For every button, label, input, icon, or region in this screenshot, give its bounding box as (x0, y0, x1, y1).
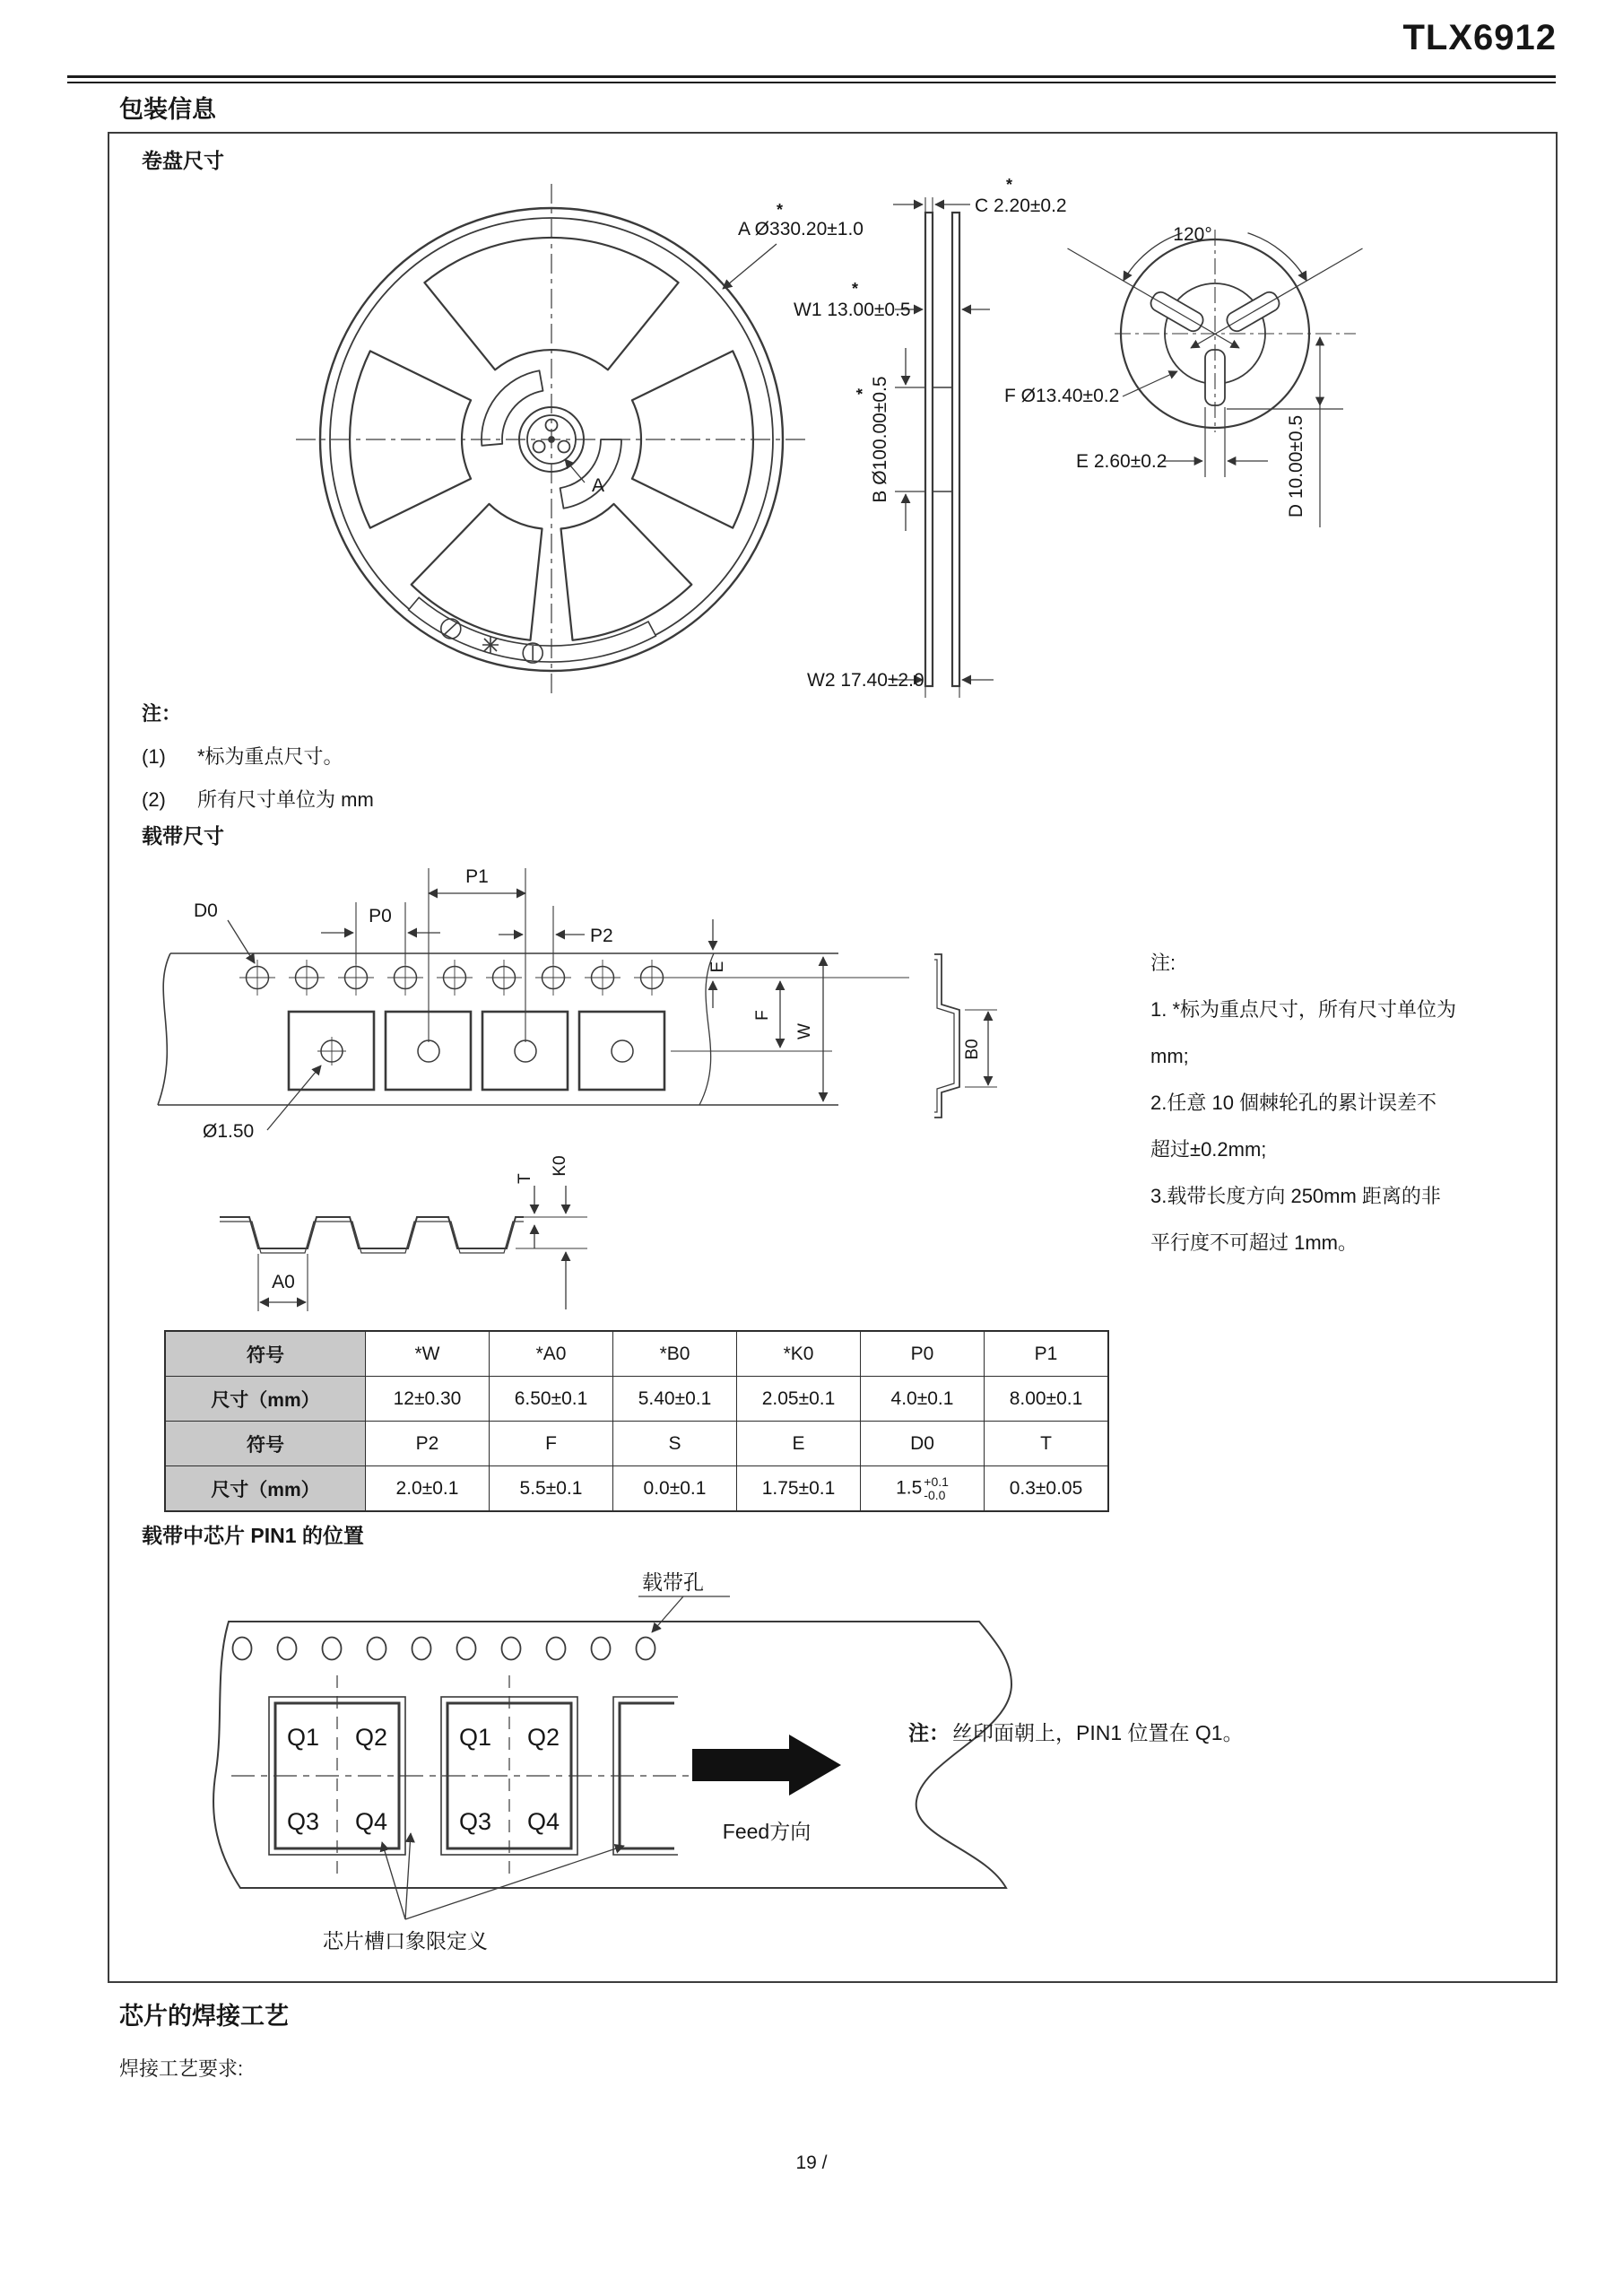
table-header-cell: 符号 (165, 1331, 366, 1377)
table-cell: 4.0±0.1 (861, 1377, 985, 1422)
tape-note-line: 平行度不可超过 1mm。 (1150, 1231, 1358, 1254)
dim-label-tape-f: F (753, 1010, 772, 1021)
quadrant-label-q1: Q1 (286, 1724, 320, 1751)
tape-note-line: 超过±0.2mm; (1150, 1138, 1267, 1161)
pin1-note-text: 丝印面朝上，PIN1 位置在 Q1。 (952, 1721, 1244, 1744)
dim-w1-star: * (852, 280, 859, 298)
table-cell: 12±0.30 (366, 1377, 490, 1422)
table-cell: 5.40±0.1 (613, 1377, 737, 1422)
dim-label-t: T (516, 1173, 534, 1184)
dim-label-b0: B0 (963, 1039, 982, 1060)
detail-pointer-a: A (592, 475, 605, 496)
tape-pockets (289, 1012, 664, 1090)
flower-icon (482, 637, 499, 653)
notch-definition-label: 芯片槽口象限定义 (323, 1929, 488, 1952)
table-cell: 0.0±0.1 (613, 1466, 737, 1512)
tape-note-line: mm; (1150, 1045, 1189, 1067)
table-cell: *A0 (490, 1331, 613, 1377)
tape-dims-title: 载带尺寸 (142, 824, 224, 848)
table-cell: 1.75±0.1 (737, 1466, 861, 1512)
reel-note-1: (1) *标为重点尺寸。 (142, 745, 343, 768)
table-cell: 2.0±0.1 (366, 1466, 490, 1512)
dim-label-tape-e: E (708, 961, 727, 973)
pin1-tape-view (213, 1596, 1011, 1919)
dim-label-p2: P2 (590, 926, 613, 946)
quadrant-label-q3: Q3 (458, 1808, 492, 1835)
table-cell: 6.50±0.1 (490, 1377, 613, 1422)
table-cell: 8.00±0.1 (985, 1377, 1109, 1422)
dim-label-c: C 2.20±0.2 (975, 196, 1067, 216)
table-header-cell: 尺寸（mm） (165, 1377, 366, 1422)
dim-label-w2: W2 17.40±2.0 (807, 670, 924, 691)
doc-title: TLX6912 (1402, 18, 1557, 57)
table-cell: *B0 (613, 1331, 737, 1377)
table-cell: 5.5±0.1 (490, 1466, 613, 1512)
table-cell: D0 (861, 1422, 985, 1466)
tape-note-line: 1. *标为重点尺寸，所有尺寸单位为 (1150, 998, 1457, 1021)
reel-dims-title: 卷盘尺寸 (142, 149, 224, 172)
feed-direction-label: Feed方向 (722, 1820, 812, 1843)
table-header-cell: 符号 (165, 1422, 366, 1466)
quadrant-label-q2: Q2 (526, 1724, 560, 1751)
d0-tolerance: +0.1 -0.0 (924, 1474, 949, 1502)
pin1-pos-title: 载带中芯片 PIN1 的位置 (142, 1524, 364, 1547)
dim-b-star: * (854, 387, 872, 395)
reel-front-view (296, 184, 809, 698)
table-header-cell: 尺寸（mm） (165, 1466, 366, 1512)
dim-label-w1: W1 13.00±0.5 (794, 300, 911, 320)
quadrant-label-q4: Q4 (526, 1808, 560, 1835)
dim-label-p1: P1 (465, 866, 489, 887)
dim-label-e: E 2.60±0.2 (1076, 451, 1167, 472)
tape-cross-section (220, 1186, 587, 1311)
dim-c-star: * (1006, 176, 1013, 194)
table-cell: F (490, 1422, 613, 1466)
table-cell: *K0 (737, 1331, 861, 1377)
page-number: 19 / (795, 2152, 828, 2173)
tape-side-view (934, 954, 997, 1118)
sprocket-holes (239, 960, 670, 996)
soldering-title: 芯片的焊接工艺 (119, 2003, 289, 2030)
tape-top-view (158, 868, 909, 1130)
table-cell: E (737, 1422, 861, 1466)
table-cell: *W (366, 1331, 490, 1377)
quadrant-label-q1: Q1 (458, 1724, 492, 1751)
tape-note-line: 2.任意 10 個棘轮孔的累计误差不 (1150, 1091, 1437, 1114)
table-cell-d0: 1.5 +0.1 -0.0 (861, 1466, 985, 1512)
dim-label-d0: D0 (194, 900, 218, 921)
dim-label-f: F Ø13.40±0.2 (1004, 386, 1120, 406)
dim-label-a: A Ø330.20±1.0 (738, 219, 864, 239)
reel-note-2: (2) 所有尺寸单位为 mm (142, 788, 374, 811)
reel-side-view (891, 197, 994, 698)
quadrant-label-q2: Q2 (354, 1724, 388, 1751)
table-cell: T (985, 1422, 1109, 1466)
table-cell: P1 (985, 1331, 1109, 1377)
quadrant-label-q4: Q4 (354, 1808, 388, 1835)
table-cell: P0 (861, 1331, 985, 1377)
reel-hub-detail (1068, 230, 1363, 527)
dim-a-star: * (777, 201, 784, 219)
section-packaging-title: 包装信息 (119, 96, 216, 123)
soldering-req: 焊接工艺要求: (119, 2057, 244, 2080)
table-cell: 0.3±0.05 (985, 1466, 1109, 1512)
tape-note-line: 注: (1150, 952, 1176, 974)
table-cell: P2 (366, 1422, 490, 1466)
dim-label-p0: P0 (369, 906, 392, 926)
tape-hole-label: 载带孔 (642, 1570, 704, 1594)
dim-label-hole-dia: Ø1.50 (203, 1121, 255, 1142)
dim-label-a0: A0 (272, 1272, 295, 1292)
reel-notes-title: 注： (142, 702, 182, 725)
dim-label-120: 120° (1173, 224, 1212, 245)
pin1-note-prefix: 注： (908, 1721, 950, 1744)
dim-label-b: B Ø100.00±0.5 (870, 376, 890, 503)
table-cell: S (613, 1422, 737, 1466)
dim-label-d: D 10.00±0.5 (1286, 414, 1306, 518)
dim-label-tape-w: W (795, 1023, 814, 1039)
quadrant-label-q3: Q3 (286, 1808, 320, 1835)
dim-label-k0: K0 (551, 1155, 569, 1177)
tape-note-line: 3.载带长度方向 250mm 距离的非 (1150, 1185, 1441, 1207)
table-cell: 2.05±0.1 (737, 1377, 861, 1422)
